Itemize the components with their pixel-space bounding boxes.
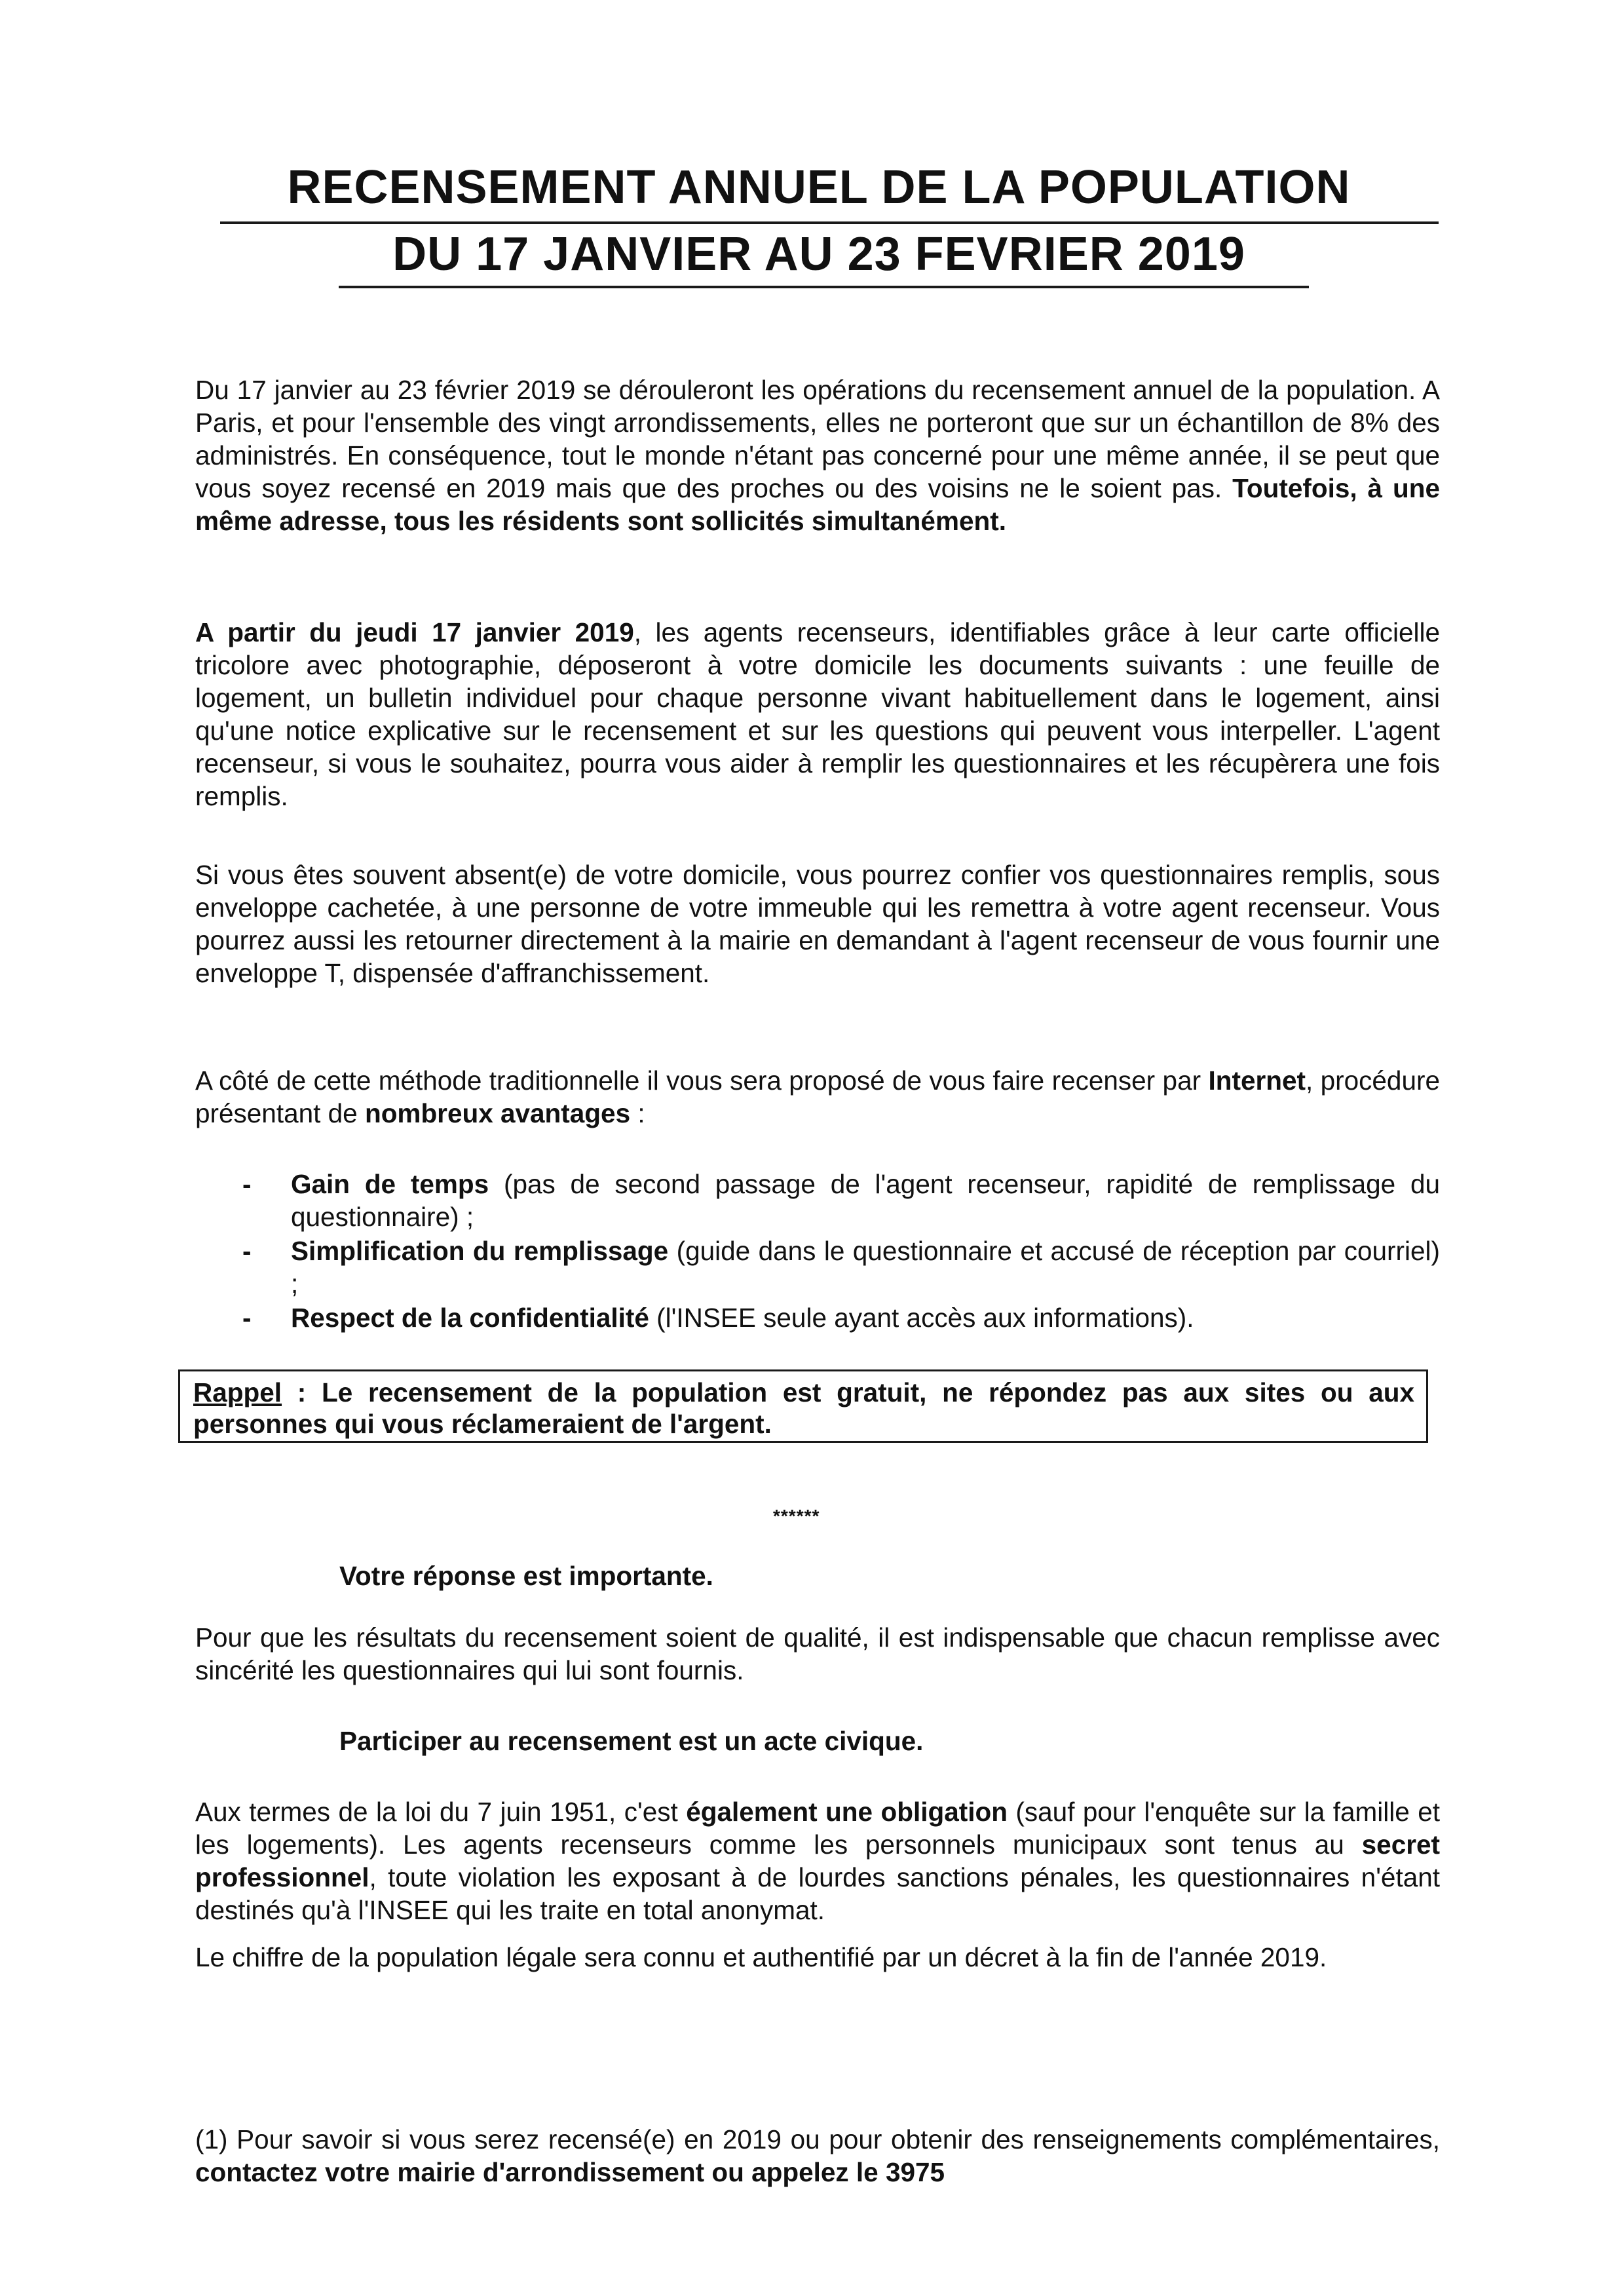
quality-paragraph: Pour que les résultats du recensement soient de qualité, il est indispensable que chacun remplisse avec sincérité les questionnaires qui lui sont fournis. bbox=[195, 1622, 1440, 1685]
document-title-line-1: RECENSEMENT ANNUEL DE LA POPULATION bbox=[287, 161, 1351, 214]
title-underline-2 bbox=[339, 286, 1309, 288]
subheading-important: Votre réponse est importante. bbox=[339, 1561, 713, 1591]
advantage-title: Gain de temps bbox=[291, 1169, 489, 1199]
agents-text: , les agents recenseurs, identifiables grâce à leur carte officielle tricolore avec photographie, déposeront à votre domicile les documents suivants : une feuille de logement, un bulletin individuel pour chaque personne vivant habituellement dans le logement, ainsi qu'une notice explicative sur le recensement et sur les questions qui peuvent vous interpeller. L'agent recenseur, si vous le souhaitez, pourra vous aider à remplir les questionnaires et les récupèrera une fois remplis. bbox=[195, 617, 1440, 811]
advantages-list bbox=[195, 1168, 1440, 1335]
obligation-emphasis: également une obligation bbox=[686, 1797, 1008, 1827]
obligation-paragraph bbox=[195, 1795, 1440, 1926]
advantages-emphasis: nombreux avantages bbox=[364, 1098, 631, 1128]
advantage-text: (guide dans le questionnaire et accusé de réception par courriel) ; bbox=[291, 1236, 1440, 1299]
title-underline-1 bbox=[220, 221, 1439, 224]
subheading-civic: Participer au recensement est un acte civique. bbox=[339, 1726, 924, 1756]
list-dash: - bbox=[242, 1303, 252, 1333]
obligation-text-a: Aux termes de la loi du 7 juin 1951, c'est bbox=[195, 1797, 687, 1827]
secret-emphasis: secret professionnel bbox=[195, 1829, 1440, 1892]
advantage-title: Respect de la confidentialité bbox=[291, 1303, 649, 1333]
legal-figure-paragraph: Le chiffre de la population légale sera connu et authentifié par un décret à la fin de l'année 2019. bbox=[195, 1942, 1327, 1972]
reminder-label: Rappel bbox=[193, 1377, 282, 1407]
advantage-title: Simplification du remplissage bbox=[291, 1236, 669, 1266]
obligation-text-c: , toute violation les exposant à de lourdes sanctions pénales, les questionnaires n'étant destinés qu'à l'INSEE qui les traite en total anonymat. bbox=[195, 1862, 1440, 1925]
document-title-line-2: DU 17 JANVIER AU 23 FEVRIER 2019 bbox=[392, 228, 1245, 280]
start-date-emphasis: A partir du jeudi 17 janvier 2019 bbox=[195, 617, 634, 647]
list-dash: - bbox=[242, 1169, 252, 1199]
list-item bbox=[195, 1168, 1440, 1233]
internet-text-a: A côté de cette méthode traditionnelle il vous sera proposé de vous faire recenser par bbox=[195, 1065, 1209, 1096]
list-dash: - bbox=[242, 1236, 252, 1266]
footnote-text: (1) Pour savoir si vous serez recensé(e) en 2019 ou pour obtenir des renseignements complémentaires, bbox=[195, 2124, 1440, 2154]
absence-paragraph: Si vous êtes souvent absent(e) de votre domicile, vous pourrez confier vos questionnaires remplis, sous enveloppe cachetée, à une personne de votre immeuble qui les remettra à votre agent recenseur. Vous pourrez aussi les retourner directement à la mairie en demandant à l'agent recenseur de vous fournir une enveloppe T, dispensée d'affranchissement. bbox=[195, 860, 1440, 988]
list-item bbox=[195, 1234, 1440, 1300]
agents-paragraph bbox=[195, 616, 1440, 813]
reminder-box bbox=[178, 1369, 1428, 1443]
intro-paragraph bbox=[195, 373, 1440, 537]
section-separator: ****** bbox=[773, 1506, 820, 1526]
contact-emphasis: contactez votre mairie d'arrondissement ou appelez le 3975 bbox=[195, 2157, 945, 2187]
internet-text-b: , procédure présentant de bbox=[195, 1065, 1440, 1128]
internet-emphasis: Internet bbox=[1208, 1065, 1306, 1096]
reminder-text: : Le recensement de la population est gratuit, ne répondez pas aux sites ou aux personnes qui vous réclameraient de l'argent. bbox=[193, 1377, 1414, 1439]
intro-text: Du 17 janvier au 23 février 2019 se dérouleront les opérations du recensement annuel de la population. A Paris, et pour l'ensemble des vingt arrondissements, elles ne porteront que sur un échantillon de 8% des administrés. En conséquence, tout le monde n'étant pas concerné pour une même année, il se peut que vous soyez recensé en 2019 mais que des proches ou des voisins ne le soient pas. bbox=[195, 375, 1440, 503]
advantage-text: (pas de second passage de l'agent recenseur, rapidité de remplissage du questionnaire) ; bbox=[291, 1169, 1440, 1232]
obligation-text-b: (sauf pour l'enquête sur la famille et les logements). Les agents recenseurs comme les personnels municipaux sont tenus au bbox=[195, 1797, 1440, 1860]
internet-text-c: : bbox=[630, 1098, 645, 1128]
footnote-paragraph bbox=[195, 2123, 1440, 2189]
list-item bbox=[195, 1301, 1440, 1334]
advantage-text: (l'INSEE seule ayant accès aux informations). bbox=[649, 1303, 1194, 1333]
intro-emphasis: Toutefois, à une même adresse, tous les résidents sont sollicités simultanément. bbox=[195, 473, 1440, 536]
internet-paragraph bbox=[195, 1064, 1440, 1130]
